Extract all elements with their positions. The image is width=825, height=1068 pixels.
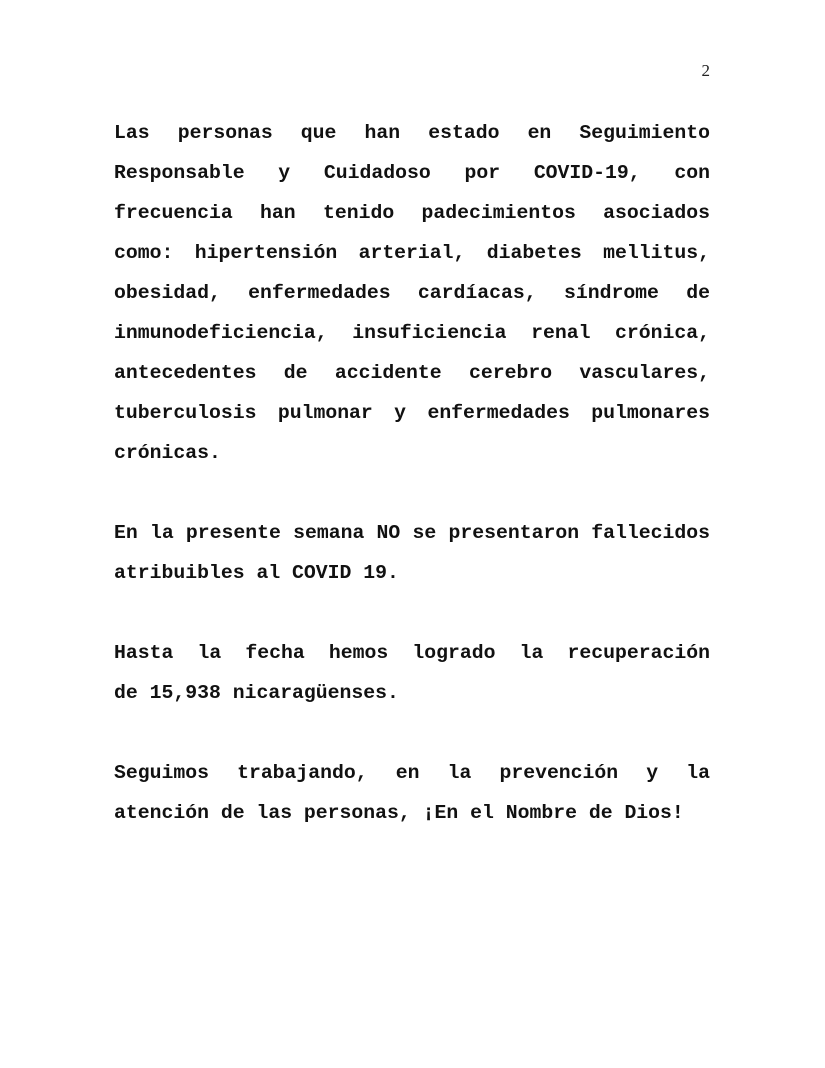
paragraph-conditions xyxy=(114,113,710,473)
text-line: Las personas que han estado en Seguimiento xyxy=(114,122,710,144)
paragraph-deaths xyxy=(114,513,710,593)
text-line: En la presente semana NO se presentaron fallecidos xyxy=(114,522,710,544)
text-line: atribuibles al COVID 19. xyxy=(114,562,399,584)
text-line: como: hipertensión arterial, diabetes mellitus, xyxy=(114,242,710,264)
text-line: Seguimos trabajando, en la prevención y la xyxy=(114,762,710,784)
text-line: frecuencia han tenido padecimientos asociados xyxy=(114,202,710,224)
text-line: inmunodeficiencia, insuficiencia renal crónica, xyxy=(114,322,710,344)
paragraph-recoveries xyxy=(114,633,710,713)
page-number: 2 xyxy=(701,61,710,80)
text-line: atención de las personas, ¡En el Nombre de Dios! xyxy=(114,802,684,824)
text-line: Hasta la fecha hemos logrado la recuperación xyxy=(114,642,710,664)
paragraph-closing xyxy=(114,753,710,833)
text-line: tuberculosis pulmonar y enfermedades pulmonares xyxy=(114,402,710,424)
page-header xyxy=(114,60,710,82)
text-line: obesidad, enfermedades cardíacas, síndrome de xyxy=(114,282,710,304)
text-line: antecedentes de accidente cerebro vasculares, xyxy=(114,362,710,384)
document-body xyxy=(114,113,710,833)
text-line: crónicas. xyxy=(114,442,221,464)
text-line: de 15,938 nicaragüenses. xyxy=(114,682,399,704)
text-line: Responsable y Cuidadoso por COVID-19, con xyxy=(114,162,710,184)
